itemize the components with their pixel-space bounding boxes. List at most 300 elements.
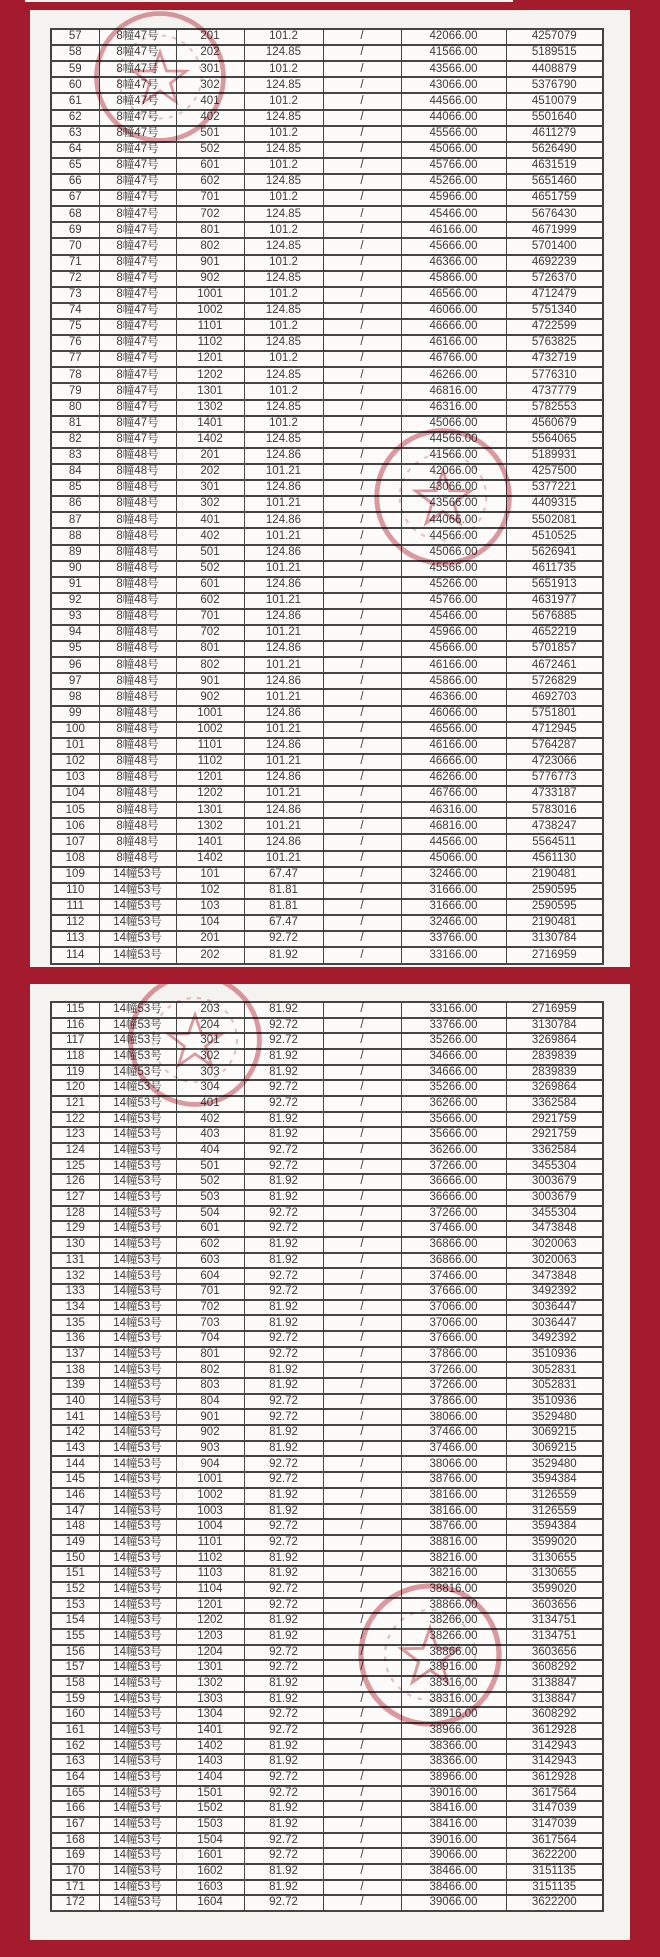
table-cell: 46366.00 (401, 255, 506, 271)
table-cell: 68 (51, 206, 99, 222)
table-cell: 97 (51, 673, 99, 689)
table-cell: 3617564 (506, 1786, 603, 1802)
table-cell: 3603656 (506, 1645, 603, 1661)
table-cell: 92.72 (244, 1770, 323, 1786)
table-cell: 38066.00 (401, 1456, 506, 1472)
table-cell: 79 (51, 383, 99, 399)
table-cell: 92.72 (244, 1707, 323, 1723)
table-cell: 129 (51, 1221, 99, 1237)
table-cell: / (323, 303, 401, 319)
table-row (51, 45, 603, 61)
table-cell: 45766.00 (401, 158, 506, 174)
table-cell: 3003679 (506, 1174, 603, 1190)
table-cell: / (323, 512, 401, 528)
table-cell: 41566.00 (401, 448, 506, 464)
table-cell: / (323, 271, 401, 287)
table-cell: 14幢53号 (99, 1441, 176, 1457)
table-cell: / (323, 947, 401, 964)
table-cell: 45566.00 (401, 126, 506, 142)
table-row (51, 899, 603, 915)
table-cell: 92.72 (244, 1848, 323, 1864)
table-cell: 14幢53号 (99, 1817, 176, 1833)
table-cell: 3151135 (506, 1864, 603, 1880)
table-cell: 39066.00 (401, 1895, 506, 1911)
table-cell: / (323, 1394, 401, 1410)
table-cell: 45066.00 (401, 416, 506, 432)
table-cell: 202 (176, 947, 244, 964)
table-cell: 45766.00 (401, 593, 506, 609)
table-cell: 14幢53号 (99, 1002, 176, 1018)
table-cell: 403 (176, 1127, 244, 1143)
table-cell: 14幢53号 (99, 1237, 176, 1253)
table-cell: / (323, 689, 401, 705)
table-cell: 14幢53号 (99, 1833, 176, 1849)
table-cell: 14幢53号 (99, 1127, 176, 1143)
table-cell: 66 (51, 174, 99, 190)
table-cell: 39016.00 (401, 1833, 506, 1849)
table-cell: 81.92 (244, 1300, 323, 1316)
table-cell: 5651460 (506, 174, 603, 190)
table-cell: 92.72 (244, 1221, 323, 1237)
table-cell: / (323, 1159, 401, 1175)
table-row (51, 738, 603, 754)
table-cell: 704 (176, 1331, 244, 1347)
table-cell: 32466.00 (401, 915, 506, 931)
table-row (51, 1566, 603, 1582)
table-cell: 4631977 (506, 593, 603, 609)
table-cell: 8幢48号 (99, 448, 176, 464)
table-row (51, 1033, 603, 1049)
table-row (51, 851, 603, 867)
table-cell: / (323, 1880, 401, 1896)
table-cell: 2716959 (506, 1002, 603, 1018)
table-cell: 14幢53号 (99, 1065, 176, 1081)
table-cell: 92.72 (244, 1143, 323, 1159)
table-cell: 168 (51, 1833, 99, 1849)
table-cell: 5564065 (506, 432, 603, 448)
table-cell: 601 (176, 577, 244, 593)
table-cell: / (323, 1864, 401, 1880)
table-row (51, 1848, 603, 1864)
table-cell: 1401 (176, 1723, 244, 1739)
table-row (51, 706, 603, 722)
table-cell: 8幢48号 (99, 496, 176, 512)
table-cell: 3594384 (506, 1519, 603, 1535)
table-cell: 14幢53号 (99, 1096, 176, 1112)
table-cell: 1401 (176, 416, 244, 432)
table-cell: 36266.00 (401, 1143, 506, 1159)
table-cell: 4723066 (506, 754, 603, 770)
table-cell: 126 (51, 1174, 99, 1190)
table-cell: 8幢48号 (99, 545, 176, 561)
table-cell: 72 (51, 271, 99, 287)
table-cell: 8幢48号 (99, 657, 176, 673)
table-cell: 1104 (176, 1582, 244, 1598)
table-cell: 3147039 (506, 1817, 603, 1833)
table-row (51, 1676, 603, 1692)
table-cell: 92.72 (244, 1723, 323, 1739)
table-cell: 5726829 (506, 673, 603, 689)
table-cell: 101.21 (244, 625, 323, 641)
table-cell: 115 (51, 1002, 99, 1018)
table-cell: 5776773 (506, 770, 603, 786)
table-cell: 81.92 (244, 1739, 323, 1755)
table-cell: 4510525 (506, 528, 603, 544)
table-cell: 45966.00 (401, 190, 506, 206)
table-row (51, 818, 603, 834)
table-cell: 703 (176, 1315, 244, 1331)
table-cell: 92.72 (244, 1206, 323, 1222)
table-cell: 602 (176, 174, 244, 190)
table-cell: 122 (51, 1112, 99, 1128)
table-cell: 102 (176, 883, 244, 899)
table-cell: 34666.00 (401, 1065, 506, 1081)
table-cell: / (323, 61, 401, 77)
table-cell: 14幢53号 (99, 1848, 176, 1864)
table-cell: / (323, 383, 401, 399)
table-cell: 3473848 (506, 1221, 603, 1237)
table-row (51, 383, 603, 399)
table-cell: 101.2 (244, 158, 323, 174)
table-cell: 601 (176, 1221, 244, 1237)
table-cell: / (323, 1190, 401, 1206)
table-cell: 131 (51, 1253, 99, 1269)
table-cell: 149 (51, 1535, 99, 1551)
table-cell: / (323, 158, 401, 174)
table-cell: 101.2 (244, 93, 323, 109)
table-cell: 37066.00 (401, 1300, 506, 1316)
table-cell: 8幢47号 (99, 271, 176, 287)
table-cell: 5726370 (506, 271, 603, 287)
table-cell: 31666.00 (401, 883, 506, 899)
table-cell: 4257079 (506, 29, 603, 45)
table-cell: 172 (51, 1895, 99, 1911)
table-cell: 3142943 (506, 1739, 603, 1755)
table-cell: 38816.00 (401, 1582, 506, 1598)
table-row (51, 110, 603, 126)
table-cell: 1102 (176, 1551, 244, 1567)
table-cell: 504 (176, 1206, 244, 1222)
table-cell: 802 (176, 657, 244, 673)
table-cell: 8幢47号 (99, 351, 176, 367)
table-row (51, 625, 603, 641)
table-cell: 90 (51, 561, 99, 577)
table-cell: 3003679 (506, 1190, 603, 1206)
table-cell: 125 (51, 1159, 99, 1175)
table-cell: 1202 (176, 786, 244, 802)
table-cell: 138 (51, 1362, 99, 1378)
table-row (51, 1237, 603, 1253)
table-row (51, 29, 603, 45)
table-cell: 3130655 (506, 1551, 603, 1567)
table-row (51, 512, 603, 528)
table-cell: 8幢47号 (99, 238, 176, 254)
table-cell: 38166.00 (401, 1488, 506, 1504)
table-cell: / (323, 222, 401, 238)
table-row (51, 1112, 603, 1128)
table-cell: 502 (176, 561, 244, 577)
table-row (51, 1707, 603, 1723)
table-cell: / (323, 528, 401, 544)
table-cell: 1301 (176, 802, 244, 818)
table-cell: 124.86 (244, 512, 323, 528)
table-cell: 14幢53号 (99, 1253, 176, 1269)
table-cell: 33766.00 (401, 1018, 506, 1034)
table-cell: / (323, 722, 401, 738)
table-cell: 91 (51, 577, 99, 593)
table-cell: 104 (176, 915, 244, 931)
table-cell: 14幢53号 (99, 1598, 176, 1614)
table-row (51, 931, 603, 947)
table-cell: / (323, 883, 401, 899)
table-cell: 45866.00 (401, 271, 506, 287)
table-cell: 2839839 (506, 1065, 603, 1081)
table-cell: 3492392 (506, 1284, 603, 1300)
table-cell: 42066.00 (401, 29, 506, 45)
table-cell: 4652219 (506, 625, 603, 641)
table-cell: 45666.00 (401, 238, 506, 254)
table-cell: 1001 (176, 1472, 244, 1488)
table-cell: 8幢48号 (99, 851, 176, 867)
table-cell: 902 (176, 1425, 244, 1441)
table-cell: 144 (51, 1456, 99, 1472)
table-cell: 302 (176, 1049, 244, 1065)
table-row (51, 271, 603, 287)
table-row (51, 770, 603, 786)
table-row (51, 593, 603, 609)
table-row (51, 93, 603, 109)
table-cell: 37266.00 (401, 1378, 506, 1394)
table-cell: 118 (51, 1049, 99, 1065)
table-cell: 3510936 (506, 1394, 603, 1410)
table-cell: 4692239 (506, 255, 603, 271)
table-cell: 45266.00 (401, 577, 506, 593)
table-cell: 4692703 (506, 689, 603, 705)
table-cell: 1503 (176, 1817, 244, 1833)
table-cell: 44566.00 (401, 93, 506, 109)
table-cell: 123 (51, 1127, 99, 1143)
table-cell: 402 (176, 528, 244, 544)
table-cell: 89 (51, 545, 99, 561)
table-row (51, 561, 603, 577)
table-cell: 14幢53号 (99, 1159, 176, 1175)
table-cell: 5776310 (506, 367, 603, 383)
table-cell: 143 (51, 1441, 99, 1457)
table-row (51, 1519, 603, 1535)
table-cell: 5763825 (506, 335, 603, 351)
table-cell: 101.21 (244, 754, 323, 770)
table-row (51, 142, 603, 158)
table-cell: / (323, 1723, 401, 1739)
table-cell: 1203 (176, 1629, 244, 1645)
table-cell: 2190481 (506, 867, 603, 883)
table-cell: 1103 (176, 1566, 244, 1582)
table-cell: 165 (51, 1786, 99, 1802)
table-cell: 201 (176, 448, 244, 464)
table-cell: 45066.00 (401, 851, 506, 867)
table-cell: 163 (51, 1754, 99, 1770)
table-cell: / (323, 416, 401, 432)
table-cell: / (323, 1817, 401, 1833)
table-cell: 92.72 (244, 1472, 323, 1488)
table-cell: 701 (176, 609, 244, 625)
table-row (51, 1535, 603, 1551)
table-cell: / (323, 867, 401, 883)
table-cell: 14幢53号 (99, 1033, 176, 1049)
table-cell: 81.92 (244, 1237, 323, 1253)
table-cell: 14幢53号 (99, 1488, 176, 1504)
table-cell: 3362584 (506, 1143, 603, 1159)
table-cell: 101.2 (244, 61, 323, 77)
table-cell: / (323, 464, 401, 480)
table-row (51, 786, 603, 802)
table-cell: 152 (51, 1582, 99, 1598)
table-row (51, 1378, 603, 1394)
table-cell: 46266.00 (401, 367, 506, 383)
table-cell: 3138847 (506, 1676, 603, 1692)
table-cell: 14幢53号 (99, 1456, 176, 1472)
table-cell: 2921759 (506, 1112, 603, 1128)
table-cell: / (323, 1253, 401, 1269)
table-cell: 45466.00 (401, 206, 506, 222)
table-cell: 167 (51, 1817, 99, 1833)
table-cell: 92.72 (244, 1096, 323, 1112)
table-row (51, 1817, 603, 1833)
table-cell: 901 (176, 255, 244, 271)
table-cell: 45266.00 (401, 174, 506, 190)
table-cell: / (323, 110, 401, 126)
table-cell: 67.47 (244, 915, 323, 931)
table-row (51, 1127, 603, 1143)
table-cell: 169 (51, 1848, 99, 1864)
table-row (51, 1315, 603, 1331)
table-cell: 3134751 (506, 1629, 603, 1645)
table-cell: 8幢48号 (99, 722, 176, 738)
table-cell: 155 (51, 1629, 99, 1645)
table-cell: / (323, 1692, 401, 1708)
table-cell: 903 (176, 1441, 244, 1457)
table-cell: 401 (176, 93, 244, 109)
table-cell: 14幢53号 (99, 1018, 176, 1034)
table-cell: 8幢48号 (99, 786, 176, 802)
table-cell: 92.72 (244, 1159, 323, 1175)
table-cell: 3052831 (506, 1378, 603, 1394)
table-row (51, 400, 603, 416)
table-cell: 92.72 (244, 1519, 323, 1535)
table-cell: 14幢53号 (99, 1315, 176, 1331)
table-cell: 301 (176, 61, 244, 77)
table-cell: 46366.00 (401, 689, 506, 705)
table-cell: 92.72 (244, 1786, 323, 1802)
table-cell: 81.92 (244, 1174, 323, 1190)
table-row (51, 61, 603, 77)
table-cell: 38866.00 (401, 1645, 506, 1661)
table-cell: / (323, 1645, 401, 1661)
table-row (51, 1723, 603, 1739)
table-cell: 1002 (176, 303, 244, 319)
table-cell: 4712945 (506, 722, 603, 738)
table-cell: 1402 (176, 851, 244, 867)
table-cell: 5626490 (506, 142, 603, 158)
table-cell: 65 (51, 158, 99, 174)
table-cell: 14幢53号 (99, 867, 176, 883)
table-cell: 46816.00 (401, 818, 506, 834)
table-row (51, 1206, 603, 1222)
table-cell: 101.2 (244, 255, 323, 271)
table-cell: / (323, 770, 401, 786)
table-cell: 602 (176, 1237, 244, 1253)
table-cell: 4737779 (506, 383, 603, 399)
table-cell: 81.92 (244, 1801, 323, 1817)
table-cell: 8幢47号 (99, 110, 176, 126)
table-row (51, 319, 603, 335)
table-cell: 150 (51, 1551, 99, 1567)
table-row (51, 689, 603, 705)
table-cell: 301 (176, 1033, 244, 1049)
table-cell: 87 (51, 512, 99, 528)
table-row (51, 464, 603, 480)
table-cell: 38066.00 (401, 1409, 506, 1425)
table-row (51, 1754, 603, 1770)
table-cell: 14幢53号 (99, 1472, 176, 1488)
table-cell: / (323, 1284, 401, 1300)
table-row (51, 915, 603, 931)
table-cell: 124.86 (244, 738, 323, 754)
table-cell: 8幢48号 (99, 641, 176, 657)
table-cell: 1602 (176, 1864, 244, 1880)
table-cell: 113 (51, 931, 99, 947)
table-cell: 46566.00 (401, 722, 506, 738)
table-cell: 2590595 (506, 883, 603, 899)
table-cell: 37866.00 (401, 1347, 506, 1363)
table-cell: / (323, 1096, 401, 1112)
table-cell: 101.21 (244, 657, 323, 673)
table-cell: / (323, 1504, 401, 1520)
table-cell: 37266.00 (401, 1362, 506, 1378)
table-cell: 92.72 (244, 1660, 323, 1676)
table-row (51, 1300, 603, 1316)
table-cell: 2921759 (506, 1127, 603, 1143)
table-cell: 43066.00 (401, 77, 506, 93)
table-cell: / (323, 1300, 401, 1316)
table-cell: 62 (51, 110, 99, 126)
table-cell: 5377221 (506, 480, 603, 496)
table-cell: 156 (51, 1645, 99, 1661)
table-row (51, 1786, 603, 1802)
table-cell: 3126559 (506, 1504, 603, 1520)
table-cell: 101.21 (244, 851, 323, 867)
table-cell: / (323, 738, 401, 754)
table-cell: 5626941 (506, 545, 603, 561)
table-cell: 2590595 (506, 899, 603, 915)
table-cell: 3594384 (506, 1472, 603, 1488)
table-cell: 35266.00 (401, 1033, 506, 1049)
table-cell: 94 (51, 625, 99, 641)
table-cell: / (323, 190, 401, 206)
table-cell: / (323, 1174, 401, 1190)
table-cell: 103 (51, 770, 99, 786)
table-cell: 701 (176, 190, 244, 206)
table-cell: 92.72 (244, 1535, 323, 1551)
table-row (51, 190, 603, 206)
table-cell: 38466.00 (401, 1880, 506, 1896)
table-cell: 92.72 (244, 1645, 323, 1661)
table-row (51, 1394, 603, 1410)
table-cell: 1202 (176, 1613, 244, 1629)
table-cell: 301 (176, 480, 244, 496)
table-cell: 128 (51, 1206, 99, 1222)
table-row (51, 206, 603, 222)
